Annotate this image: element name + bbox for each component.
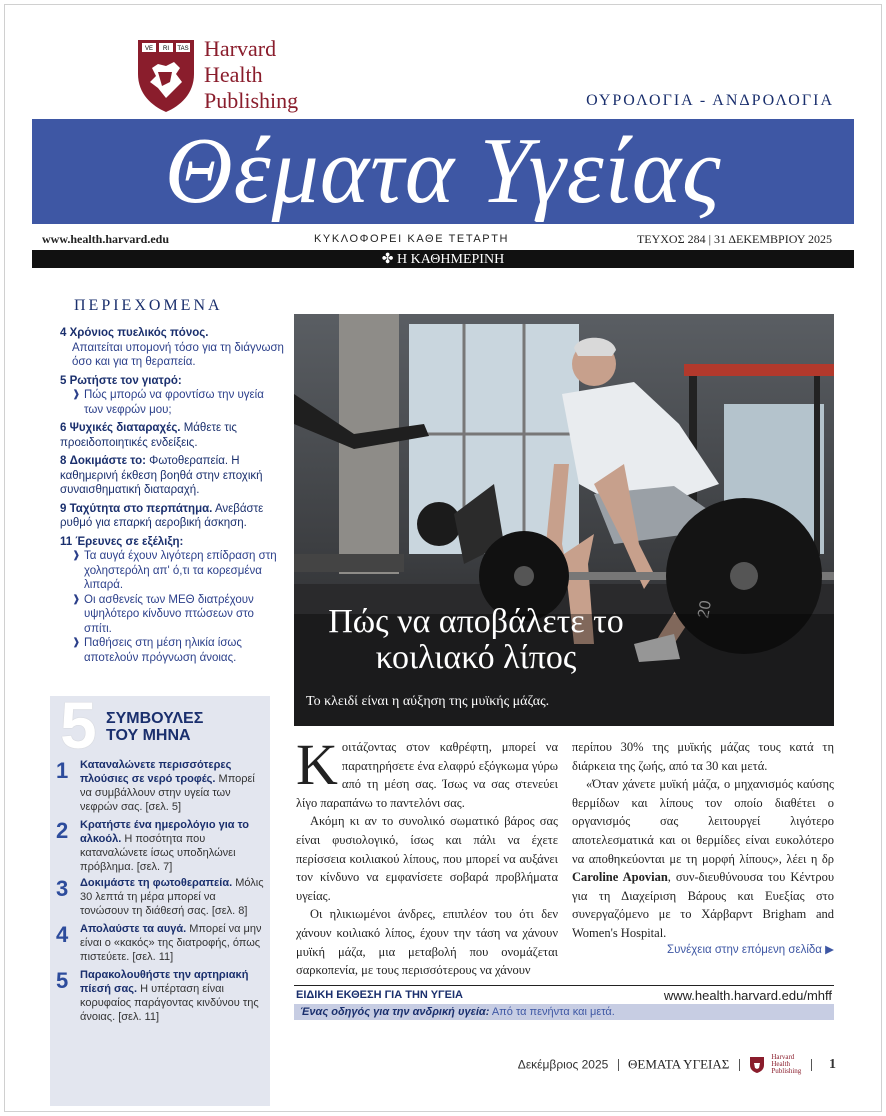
brand-line: Health xyxy=(204,62,263,87)
toc-subitem-text: Οι ασθενείς των ΜΕΘ διατρέχουν υψηλότερο κίνδυνο πτώσεων στο σπίτι. xyxy=(84,593,254,635)
toc-title: ΠΕΡΙΕΧΟΜΕΝΑ xyxy=(74,297,223,314)
hero-headline: Πώς να αποβάλετε το κοιλιακό λίπος xyxy=(328,603,624,676)
masthead-title: Θέματα Υγείας xyxy=(164,119,722,223)
article-text: , συν-διευθύνουσα του Κέντρου για τη Διαχείριση Βάρους και Ευεξίας στο συνεργαζόμενο με το Χάρβαρντ Brigham and Women's Hospital. xyxy=(572,870,835,940)
tip-text: Μπορεί να μην είναι ο «κακός» της διατροφής, όπως πιστεύετε. [σελ. 11] xyxy=(80,923,262,963)
section-label: ΟΥΡΟΛΟΓΙΑ - ΑΝΔΡΟΛΟΓΙΑ xyxy=(586,92,834,109)
tips-title-line: ΣΥΜΒΟΥΛΕΣ xyxy=(106,710,204,727)
brand-line: Publishing xyxy=(204,88,299,113)
newspaper-label: Η ΚΑΘΗΜΕΡΙΝΗ xyxy=(397,252,505,267)
footer-date: Δεκέμβριος 2025 xyxy=(517,1057,609,1072)
newspaper-name: ✤ Η ΚΑΘΗΜΕΡΙΝΗ xyxy=(381,252,505,267)
toc-text: Ανεβάστε ρυθμό για επαρκή αεροβική άσκηση. xyxy=(60,502,264,529)
toc-heading: Δοκιμάστε το: xyxy=(69,455,146,467)
article-paragraph: περίπου 30% της μυϊκής μάζας τους κατά τη διάρκεια της ζωής, από τα 30 και μετά. xyxy=(572,740,834,773)
page-footer xyxy=(518,1054,836,1075)
toc-item[interactable] xyxy=(60,502,284,531)
masthead-subline xyxy=(32,228,854,250)
bullet-arrow-icon: ❱ xyxy=(72,593,81,605)
expert-name: Caroline Apovian xyxy=(572,870,668,885)
special-report-bar xyxy=(294,985,834,1003)
toc-page-number: 4 xyxy=(60,327,67,339)
tips-of-month-box xyxy=(50,688,270,1106)
tip-text: Μόλις 30 λεπτά τη μέρα μπορεί να τονώσουν τη διάθεσή σας. [σελ. 8] xyxy=(80,877,264,917)
toc-item[interactable] xyxy=(60,326,284,370)
frequency-label: ΚΥΚΛΟΦΟΡΕΙ ΚΑΘΕ ΤΕΤΑΡΤΗ xyxy=(314,233,510,245)
toc-item[interactable] xyxy=(60,535,284,666)
footer-divider xyxy=(618,1059,619,1071)
tip-number: 5 xyxy=(56,968,69,993)
special-report-subtitle xyxy=(294,1004,834,1020)
toc-subitem xyxy=(60,549,284,593)
tip-number: 4 xyxy=(56,922,69,947)
toc-subitem-text: Τα αυγά έχουν λιγότερη επίδραση στη χοληστερόλη απ' ό,τι τα κορεσμένα λιπαρά. xyxy=(84,550,277,591)
toc-item[interactable] xyxy=(60,374,284,418)
special-report-title: ΕΙΔΙΚΗ ΕΚΘΕΣΗ ΓΙΑ ΤΗΝ ΥΓΕΙΑ xyxy=(296,989,463,1001)
tip-heading: Καταναλώνετε περισσότερες πλούσιες σε νερό τροφές. xyxy=(80,759,232,785)
footer-brand-line: Health xyxy=(771,1060,791,1068)
shield-text-1: VE xyxy=(144,46,154,52)
bullet-arrow-icon: ❱ xyxy=(72,550,81,561)
bullet-arrow-icon: ❱ xyxy=(72,637,81,648)
article-text: οιτάζοντας στον καθρέφτη, μπορεί να παρατηρήσετε ένα ελαφρύ εξόγκωμα γύρω από τη μέση σας. Ίσως να σας στενεύει λίγο παραπάνω το παντελόνι σας. xyxy=(296,740,558,810)
tip-heading: Παρακολουθήστε την αρτηριακή πίεσή σας. xyxy=(80,969,249,995)
toc-item[interactable] xyxy=(60,454,284,498)
footer-divider xyxy=(811,1059,812,1071)
footer-brand-line: Harvard xyxy=(771,1053,795,1061)
tips-big-number: 5 xyxy=(60,688,97,762)
continue-link[interactable]: Συνέχεια στην επόμενη σελίδα ▶ xyxy=(667,944,834,956)
tip-heading: Δοκιμάστε τη φωτοθεραπεία. xyxy=(80,877,233,889)
toc-text: Απαιτείται υπομονή τόσο για τη διάγνωση όσο και για τη θεραπεία. xyxy=(72,341,284,368)
tip-number: 2 xyxy=(56,818,69,843)
hero-subtitle: Το κλειδί είναι η αύξηση της μυϊκής μάζας. xyxy=(306,694,550,709)
tip-text: Η υπέρταση είναι κορυφαίος παράγοντας κινδύνου της άνοιας. [σελ. 11] xyxy=(80,983,259,1023)
tip-text: Μπορεί να συμβάλλουν στην υγεία των νεφρών σας. [σελ. 5] xyxy=(80,773,255,813)
article-column-2 xyxy=(572,738,834,943)
hero-image xyxy=(294,314,834,726)
article-paragraph xyxy=(296,732,558,812)
toc-subitem xyxy=(60,636,284,665)
page-number: 1 xyxy=(829,1056,836,1072)
tip-text: Η ποσότητα που καταναλώνετε ίσως υποδηλώνει πρόβλημα. [σελ. 7] xyxy=(80,833,236,873)
article-paragraph xyxy=(572,775,834,942)
shield-text-2: RI xyxy=(163,46,169,52)
toc-page-number: 8 xyxy=(60,455,67,467)
harvard-shield-logo xyxy=(136,38,196,114)
footer-divider xyxy=(739,1059,740,1071)
toc-page-number: 6 xyxy=(60,422,67,434)
toc-subitem-text: Παθήσεις στη μέση ηλικία ίσως αποτελούν πρόγνωση άνοιας. xyxy=(84,637,242,664)
toc-page-number: 5 xyxy=(60,374,67,387)
footer-brand xyxy=(771,1054,801,1075)
footer-magazine: ΘΕΜΑΤΑ ΥΓΕΙΑΣ xyxy=(628,1056,730,1072)
toc-text: Φωτοθεραπεία. Η καθημερινή έκθεση βοηθά στην εποχική συναισθηματική διαταραχή. xyxy=(60,455,263,496)
brand-line: Harvard xyxy=(204,36,277,61)
toc-subitem xyxy=(60,388,284,417)
toc-page-number: 11 xyxy=(60,535,73,548)
table-of-contents xyxy=(60,326,284,669)
article-text: «Όταν χάνετε μυϊκή μάζα, ο μηχανισμός καύσης θερμίδων και λίπους τον οποίο διαθέτει ο οργανισμός σας λειτουργεί λιγότερο αποτελεσματικά και οι θερμίδες είναι ευκολότερο να αποθηκεύονται με τη μορφή λίπους», λέει η δρ xyxy=(572,777,834,866)
newspaper-bar xyxy=(32,250,854,268)
plate-label: 20 xyxy=(695,599,716,620)
tip-number: 3 xyxy=(56,876,69,901)
article-paragraph: Οι ηλικιωμένοι άνδρες, επιπλέον του ότι δεν χάνουν κοιλιακό λίπος, έχουν την τάση να χάνουν μυϊκή μάζα, μια μεταβολή που ονομάζεται σαρκοπενία, με τους περισσότερους να χάνουν xyxy=(296,907,558,978)
tip-number: 1 xyxy=(56,758,69,783)
publisher-brand xyxy=(204,36,298,114)
tip-heading: Κρατήστε ένα ημερολόγιο για το αλκοόλ. xyxy=(80,819,249,845)
drop-cap: Κ xyxy=(296,732,338,797)
toc-item[interactable] xyxy=(60,421,284,450)
tip-heading: Απολαύστε τα αυγά. xyxy=(80,923,187,935)
footer-brand-line: Publishing xyxy=(771,1067,802,1075)
website-link[interactable]: www.health.harvard.edu xyxy=(42,232,170,246)
shield-text-3: TAS xyxy=(177,46,189,52)
toc-text: Μάθετε τις προειδοποιητικές ενδείξεις. xyxy=(60,422,237,449)
toc-heading: Ταχύτητα στο περπάτημα. xyxy=(69,502,213,515)
toc-subitem xyxy=(60,593,284,637)
special-report-url[interactable]: www.health.harvard.edu/mhff xyxy=(663,988,832,1003)
report-sub-text: Από τα πενήντα και μετά. xyxy=(491,1006,615,1018)
report-sub-head: Ένας οδηγός για την ανδρική υγεία: xyxy=(300,1006,490,1018)
toc-page-number: 9 xyxy=(60,502,67,515)
harvard-shield-small-icon xyxy=(749,1056,765,1074)
bullet-arrow-icon: ❱ xyxy=(72,389,81,400)
masthead-banner xyxy=(32,119,854,224)
toc-heading: Χρόνιος πυελικός πόνος. xyxy=(69,327,209,339)
tips-title xyxy=(106,710,203,744)
issue-info: ΤΕΥΧΟΣ 284 | 31 ΔΕΚΕΜΒΡΙΟΥ 2025 xyxy=(636,232,832,246)
article-paragraph: Ακόμη κι αν το συνολικό σωματικό βάρος σας είναι φυσιολογικό, ίσως και πάλι να έχετε περίσσεια κοιλιακού λίπους, που μπορεί να αυξάνει τον κίνδυνο να εμφανίσετε σοβαρά προβλήματα υγείας. xyxy=(296,814,558,903)
tips-title-line: ΤΟΥ ΜΗΝΑ xyxy=(106,727,191,744)
toc-heading: Έρευνες σε εξέλιξη: xyxy=(75,535,184,548)
toc-heading: Ψυχικές διαταραχές. xyxy=(69,422,181,434)
toc-heading: Ρωτήστε τον γιατρό: xyxy=(69,374,182,387)
toc-subitem-text: Πώς μπορώ να φροντίσω την υγεία των νεφρών μου; xyxy=(84,389,264,416)
article-column-1 xyxy=(296,732,558,980)
